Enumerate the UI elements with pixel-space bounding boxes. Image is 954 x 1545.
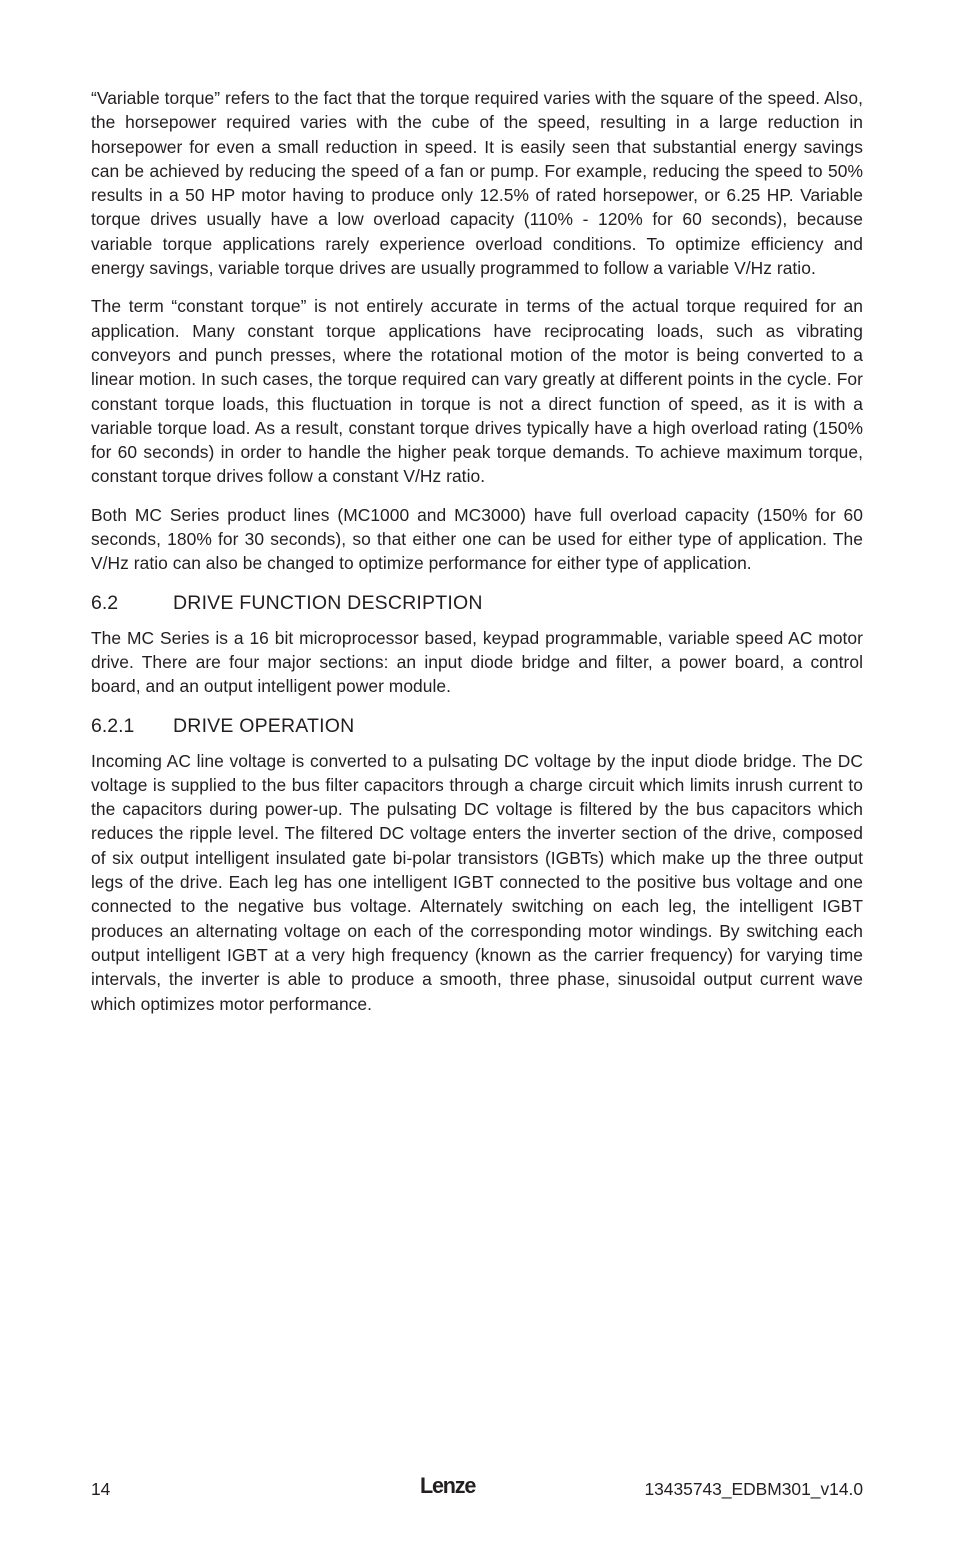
paragraph-constant-torque: The term “constant torque” is not entirely accurate in terms of the actual torque required for an application. Many constant torque applications have reciprocating loads, such as vibrating conveyors and punch presses, where the rotational motion of the motor is being converted to a linear motion. In such cases, the torque required can vary greatly at different points in the cycle. For constant torque loads, this fluctuation in torque is not a direct function of speed, as it is with a variable torque load. As a result, constant torque drives typically have a high overload rating (150% for 60 seconds) in order to handle the higher peak torque demands. To achieve maximum torque, constant torque drives follow a constant V/Hz ratio.	[91, 296, 863, 487]
paragraph-drive-function: The MC Series is a 16 bit microprocessor based, keypad programmable, variable speed AC motor drive. There are four major sections: an input diode bridge and filter, a power board, a control board, and an output intelligent power module.	[91, 627, 863, 697]
page-footer	[91, 1473, 863, 1502]
paragraph-overload-capacity: Both MC Series product lines (MC1000 and MC3000) have full overload capacity (150% for 60 seconds, 180% for 30 seconds), so that either one can be used for either type of application. The V/Hz ratio can also be changed to optimize performance for either type of application.	[91, 504, 863, 574]
section-heading-6-2-1	[91, 713, 863, 739]
document-id: 13435743_EDBM301_v14.0	[644, 1479, 863, 1499]
section-title: DRIVE FUNCTION DESCRIPTION	[173, 591, 483, 614]
section-number: 6.2.1	[91, 714, 135, 737]
paragraph-variable-torque: “Variable torque” refers to the fact that the torque required varies with the square of the speed. Also, the horsepower required varies with the cube of the speed, resulting in a large reduction in horsepower for even a small reduction in speed. It is easily seen that substantial energy savings can be achieved by reducing the speed of a fan or pump. For example, reducing the speed to 50% results in a 50 HP motor having to produce only 12.5% of rated horsepower, or 6.25 HP. Variable torque drives usually have a low overload capacity (110% - 120% for 60 seconds), because variable torque applications rarely experience overload conditions. To optimize efficiency and energy savings, variable torque drives are usually programmed to follow a variable V/Hz ratio.	[91, 88, 863, 279]
page-number: 14	[91, 1479, 111, 1499]
paragraph-drive-operation: Incoming AC line voltage is converted to a pulsating DC voltage by the input diode bridge. The DC voltage is supplied to the bus filter capacitors through a charge circuit which limits inrush current to the capacitors during power-up. The pulsating DC voltage is filtered by the bus capacitors which reduces the ripple level. The filtered DC voltage enters the inverter section of the drive, composed of six output intelligent insulated gate bi-polar transistors (IGBTs) which make up the three output legs of the drive. Each leg has one intelligent IGBT connected to the positive bus voltage and one connected to the negative bus voltage. Alternately switching on each leg, the intelligent IGBT produces an alternating voltage on each of the corresponding motor windings. By switching each output intelligent IGBT at a very high frequency (known as the carrier frequency) for varying time intervals, the inverter is able to produce a smooth, three phase, sinusoidal output current wave which optimizes motor performance.	[91, 750, 863, 1014]
lenze-logo: Lenze	[420, 1473, 476, 1498]
section-number: 6.2	[91, 591, 119, 614]
section-heading-6-2	[91, 590, 863, 616]
section-title: DRIVE OPERATION	[173, 714, 355, 737]
document-body	[91, 86, 863, 1030]
